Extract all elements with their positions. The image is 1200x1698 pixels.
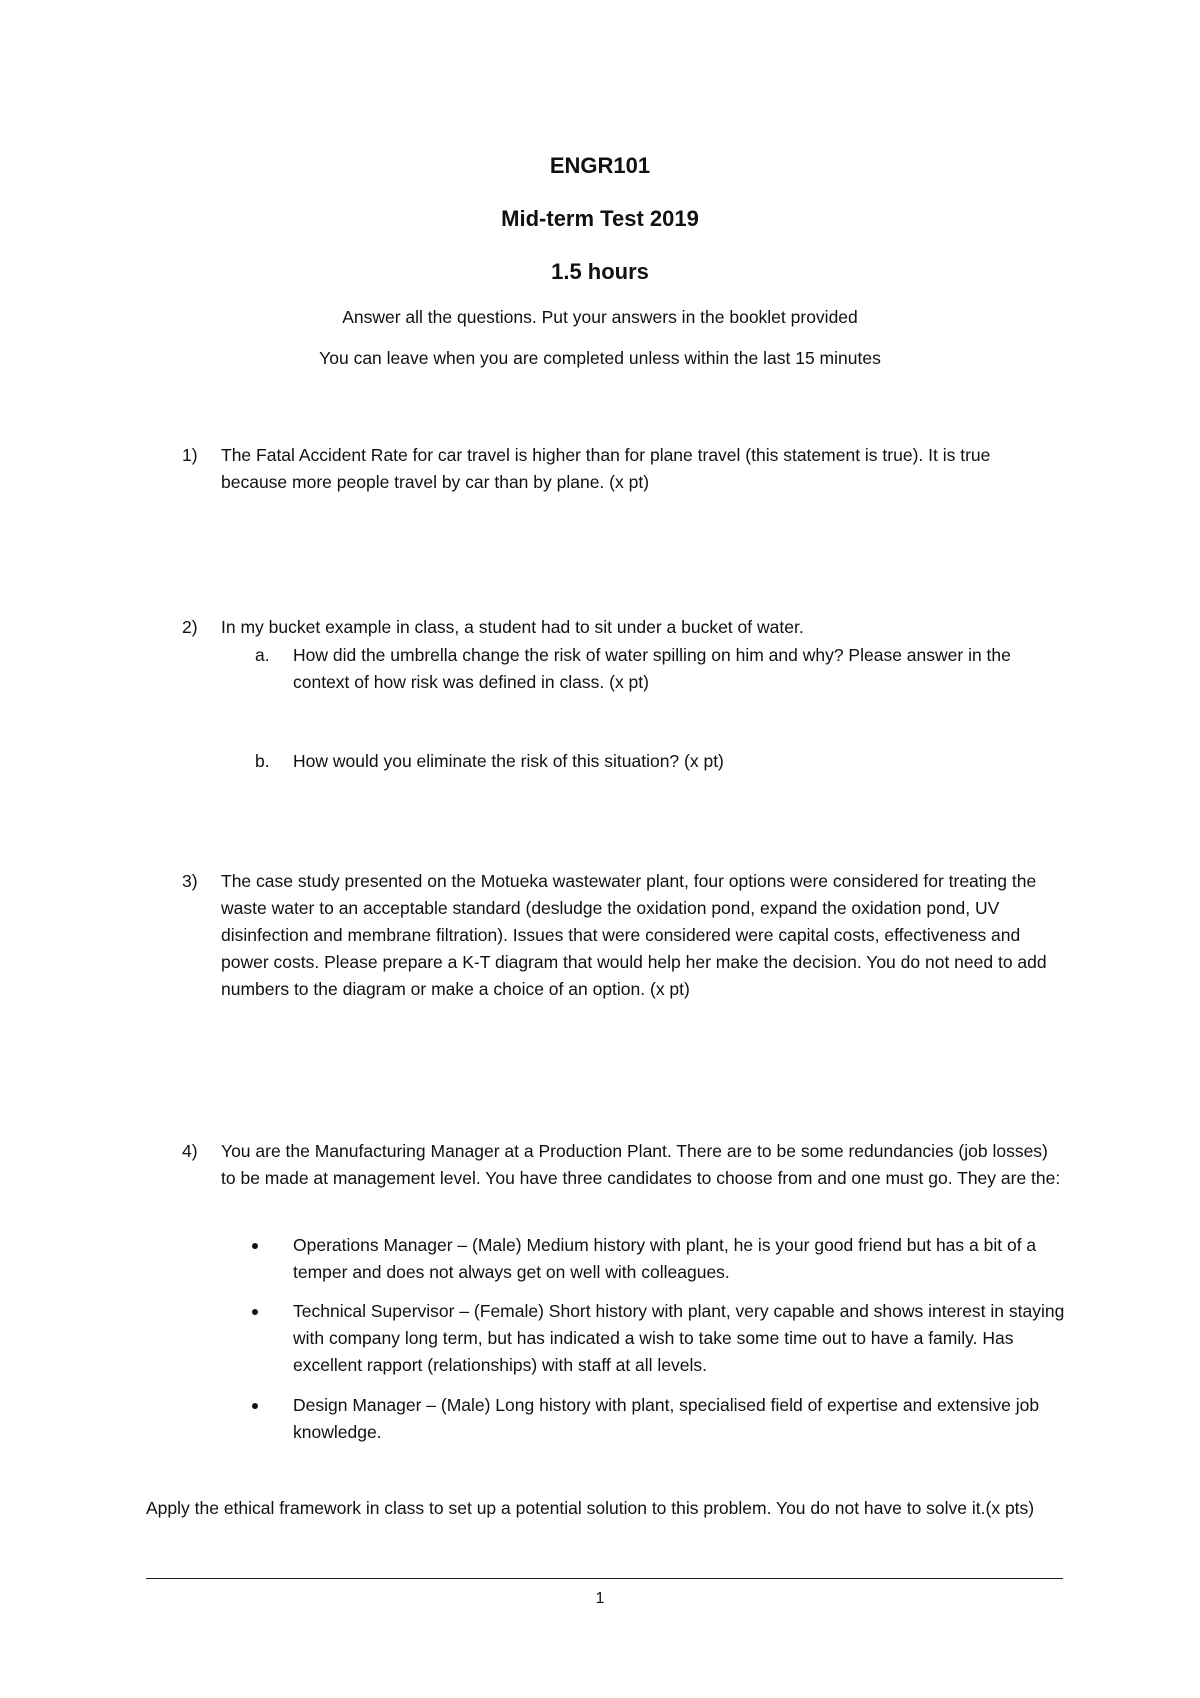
part-text: How would you eliminate the risk of this situation? (x pt) <box>293 751 724 771</box>
bullet-icon <box>252 1309 258 1315</box>
page-number: 1 <box>595 1590 605 1607</box>
question-number: 2) <box>182 617 198 637</box>
question-2-part-a <box>255 642 1075 696</box>
question-text: You are the Manufacturing Manager at a Production Plant. There are to be some redundancies (job losses) to be made at management level. You have three candidates to choose from and one must go. They are the: <box>221 1141 1061 1188</box>
question-text: In my bucket example in class, a student had to sit under a bucket of water. <box>221 617 804 637</box>
bullet-icon <box>252 1243 258 1249</box>
question-number: 3) <box>182 871 198 891</box>
closing-instruction: Apply the ethical framework in class to set up a potential solution to this problem. You do not have to solve it.(x pts) <box>146 1498 1035 1518</box>
candidate-technical-supervisor <box>252 1298 1082 1379</box>
question-1 <box>183 442 1083 496</box>
question-number: 1) <box>182 445 198 465</box>
bullet-text: Operations Manager – (Male) Medium history with plant, he is your good friend but has a bit of a temper and does not always get on well with colleagues. <box>293 1235 1037 1282</box>
question-text: The Fatal Accident Rate for car travel is higher than for plane travel (this statement is true). It is true because more people travel by car than by plane. (x pt) <box>221 445 991 492</box>
candidate-operations-manager <box>252 1232 1082 1286</box>
question-3 <box>183 868 1083 1003</box>
bullet-text: Technical Supervisor – (Female) Short history with plant, very capable and shows interest in staying with company long term, but has indicated a wish to take some time out to have a family. Has excellent rapport (relationships) with staff at all levels. <box>293 1301 1065 1375</box>
bullet-text: Design Manager – (Male) Long history with plant, specialised field of expertise and extensive job knowledge. <box>293 1395 1040 1442</box>
question-4 <box>183 1138 1083 1192</box>
question-2 <box>183 614 1083 641</box>
question-text: The case study presented on the Motueka wastewater plant, four options were considered for treating the waste water to an acceptable standard (desludge the oxidation pond, expand the oxidation pond, UV disinfection and membrane filtration). Issues that were considered were capital costs, effectiveness and power costs. Please prepare a K-T diagram that would help her make the decision. You do not need to add numbers to the diagram or make a choice of an option. (x pt) <box>221 871 1047 999</box>
part-label: b. <box>255 751 270 771</box>
test-title: Mid-term Test 2019 <box>501 206 699 231</box>
question-number: 4) <box>182 1141 198 1161</box>
part-label: a. <box>255 645 270 665</box>
bullet-icon <box>252 1403 258 1409</box>
instruction-leave: You can leave when you are completed unless within the last 15 minutes <box>319 348 881 368</box>
candidate-design-manager <box>252 1392 1082 1446</box>
course-code: ENGR101 <box>549 153 651 178</box>
instruction-answer-all: Answer all the questions. Put your answers in the booklet provided <box>342 307 858 327</box>
test-duration: 1.5 hours <box>551 259 649 284</box>
question-2-part-b <box>255 748 1075 775</box>
part-text: How did the umbrella change the risk of water spilling on him and why? Please answer in the context of how risk was defined in class. (x pt) <box>293 645 1011 692</box>
footer-divider <box>146 1578 1063 1579</box>
